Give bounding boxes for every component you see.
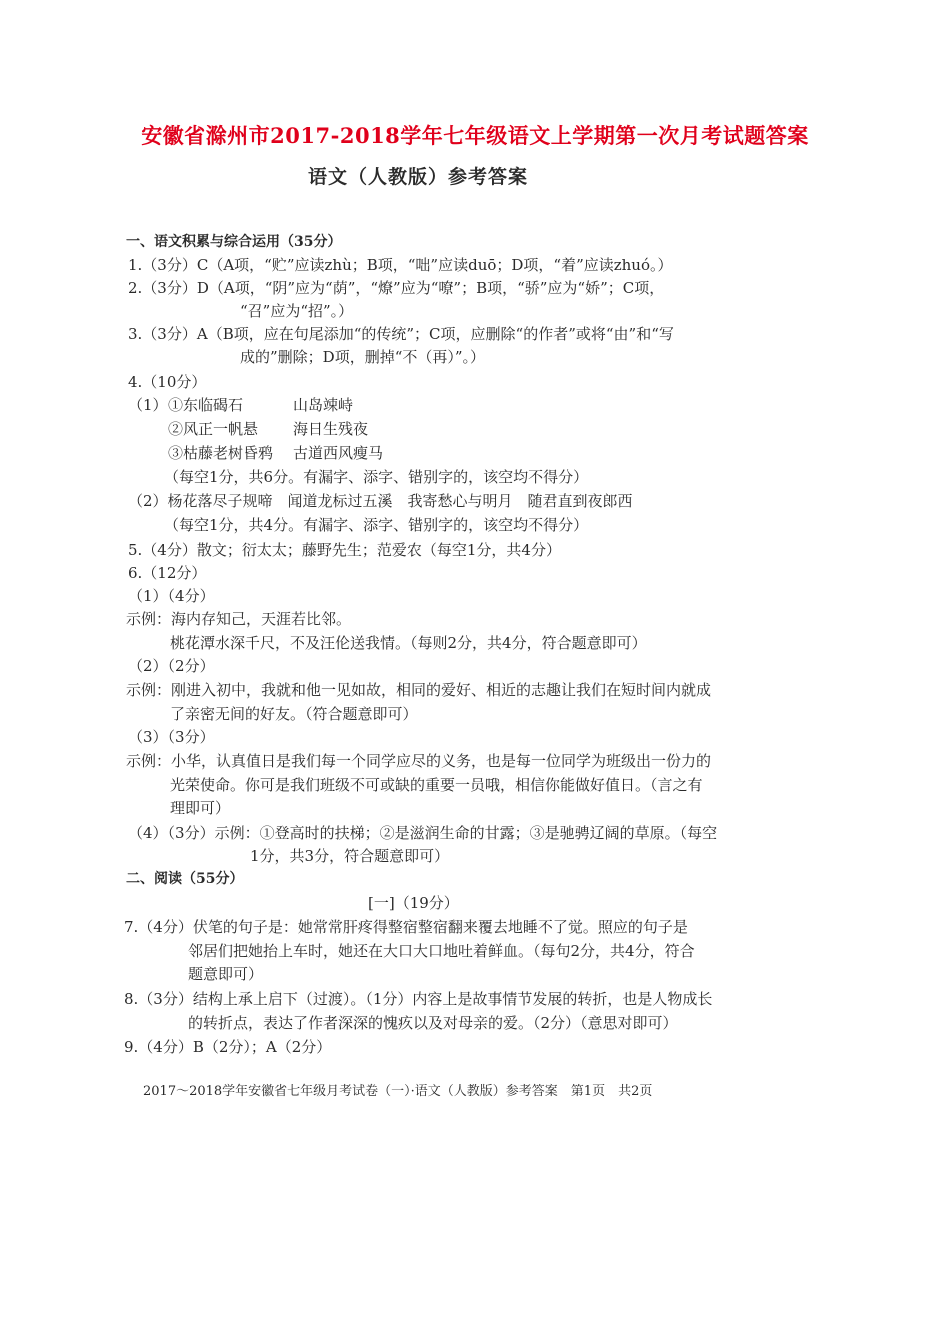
answer-q2-line1: 2.（3分）D（A项，“阴”应为“荫”，“燎”应为“嘹”；B项，“骄”应为“娇”；C项， xyxy=(128,279,665,297)
poem-row xyxy=(168,394,353,415)
answer-q4: 4.（10分） xyxy=(128,373,207,391)
answer-q6-1-example: 示例：海内存知己，天涯若比邻。 xyxy=(126,610,352,628)
section-2-heading: 二、阅读（55分） xyxy=(126,871,244,887)
poem-line: ②风正一帆悬 xyxy=(168,420,259,438)
answer-q7-line3: 题意即可） xyxy=(188,965,264,983)
answer-q7-line1: 7.（4分）伏笔的句子是：她常常肝疼得整宿整宿翻来覆去地睡不了觉。照应的句子是 xyxy=(124,918,688,936)
answer-q2-line2: “召”应为“招”。） xyxy=(240,302,354,320)
answer-q8-line1: 8.（3分）结构上承上启下（过渡）。（1分）内容上是故事情节发展的转折，也是人物成长 xyxy=(124,990,713,1008)
answer-q8-line2: 的转折点，表达了作者深深的愧疚以及对母亲的爱。（2分）（意思对即可） xyxy=(188,1014,678,1032)
answer-q3-line1: 3.（3分）A（B项，应在句尾添加“的传统”；C项，应删除“的作者”或将“由”和“写 xyxy=(128,325,674,343)
poem-row xyxy=(168,418,368,439)
answer-q6-1-example-2: 桃花潭水深千尺，不及汪伦送我情。（每则2分，共4分，符合题意即可） xyxy=(170,634,647,652)
answer-q6-3-line1: 示例：小华，认真值日是我们每一个同学应尽的义务，也是每一位同学为班级出一份力的 xyxy=(126,752,712,770)
poem-line: 古道西风瘦马 xyxy=(293,444,384,462)
answer-q6-4-line2: 1分，共3分，符合题意即可） xyxy=(250,847,450,865)
answer-q6-3-line3: 理即可） xyxy=(170,799,231,817)
answer-q4-1-label: （1） xyxy=(128,396,168,414)
poem-line: ①东临碣石 xyxy=(168,396,244,414)
poem-line: 山岛竦峙 xyxy=(293,396,354,414)
answer-q1: 1.（3分）C（A项，“贮”应读zhù；B项，“咄”应读duō；D项，“着”应读zhuó。） xyxy=(128,256,673,274)
answer-q6-2-line1: 示例：刚进入初中，我就和他一见如故，相同的爱好、相近的志趣让我们在短时间内就成 xyxy=(126,681,712,699)
answer-q4-2: （2）杨花落尽子规啼 闻道龙标过五溪 我寄愁心与明月 随君直到夜郎西 xyxy=(128,492,633,510)
answer-q6-1-label: （1）（4分） xyxy=(128,587,215,605)
poem-row xyxy=(168,442,383,463)
answer-q3-line2: 成的”删除；D项，删掉“不（再）”。） xyxy=(240,348,486,366)
answer-q6: 6.（12分） xyxy=(128,564,207,582)
page-footer: 2017～2018学年安徽省七年级月考试卷（一）·语文（人教版）参考答案 第1页 共2页 xyxy=(143,1084,653,1099)
scoring-note: （每空1分，共6分。有漏字、添字、错别字的，该空均不得分） xyxy=(164,468,589,486)
document-title: 安徽省滁州市2017-2018学年七年级语文上学期第一次月考试题答案 xyxy=(141,123,809,148)
answer-q6-2-line2: 了亲密无间的好友。（符合题意即可） xyxy=(170,705,418,723)
answer-q7-line2: 邻居们把她抬上车时，她还在大口大口地吐着鲜血。（每句2分，共4分，符合 xyxy=(188,942,695,960)
poem-line: ③枯藤老树昏鸦 xyxy=(168,444,274,462)
scoring-note: （每空1分，共4分。有漏字、添字、错别字的，该空均不得分） xyxy=(164,516,589,534)
answer-q6-2-label: （2）（2分） xyxy=(128,657,215,675)
reading-part-1: [一]（19分） xyxy=(368,894,459,912)
answer-subtitle: 语文（人教版）参考答案 xyxy=(308,166,529,188)
section-1-heading: 一、语文积累与综合运用（35分） xyxy=(126,234,342,250)
answer-q6-3-label: （3）（3分） xyxy=(128,728,215,746)
scanned-answer-sheet xyxy=(118,150,718,1110)
answer-q6-4-line1: （4）（3分）示例：①登高时的扶梯；②是滋润生命的甘露；③是驰骋辽阔的草原。（每空 xyxy=(128,824,718,842)
answer-q6-3-line2: 光荣使命。你可是我们班级不可或缺的重要一员哦，相信你能做好值日。（言之有 xyxy=(170,776,703,794)
poem-line: 海日生残夜 xyxy=(293,420,369,438)
answer-q5: 5.（4分）散文；衍太太；藤野先生；范爱农（每空1分，共4分） xyxy=(128,541,561,559)
answer-q9: 9.（4分）B（2分）；A（2分） xyxy=(124,1038,332,1056)
